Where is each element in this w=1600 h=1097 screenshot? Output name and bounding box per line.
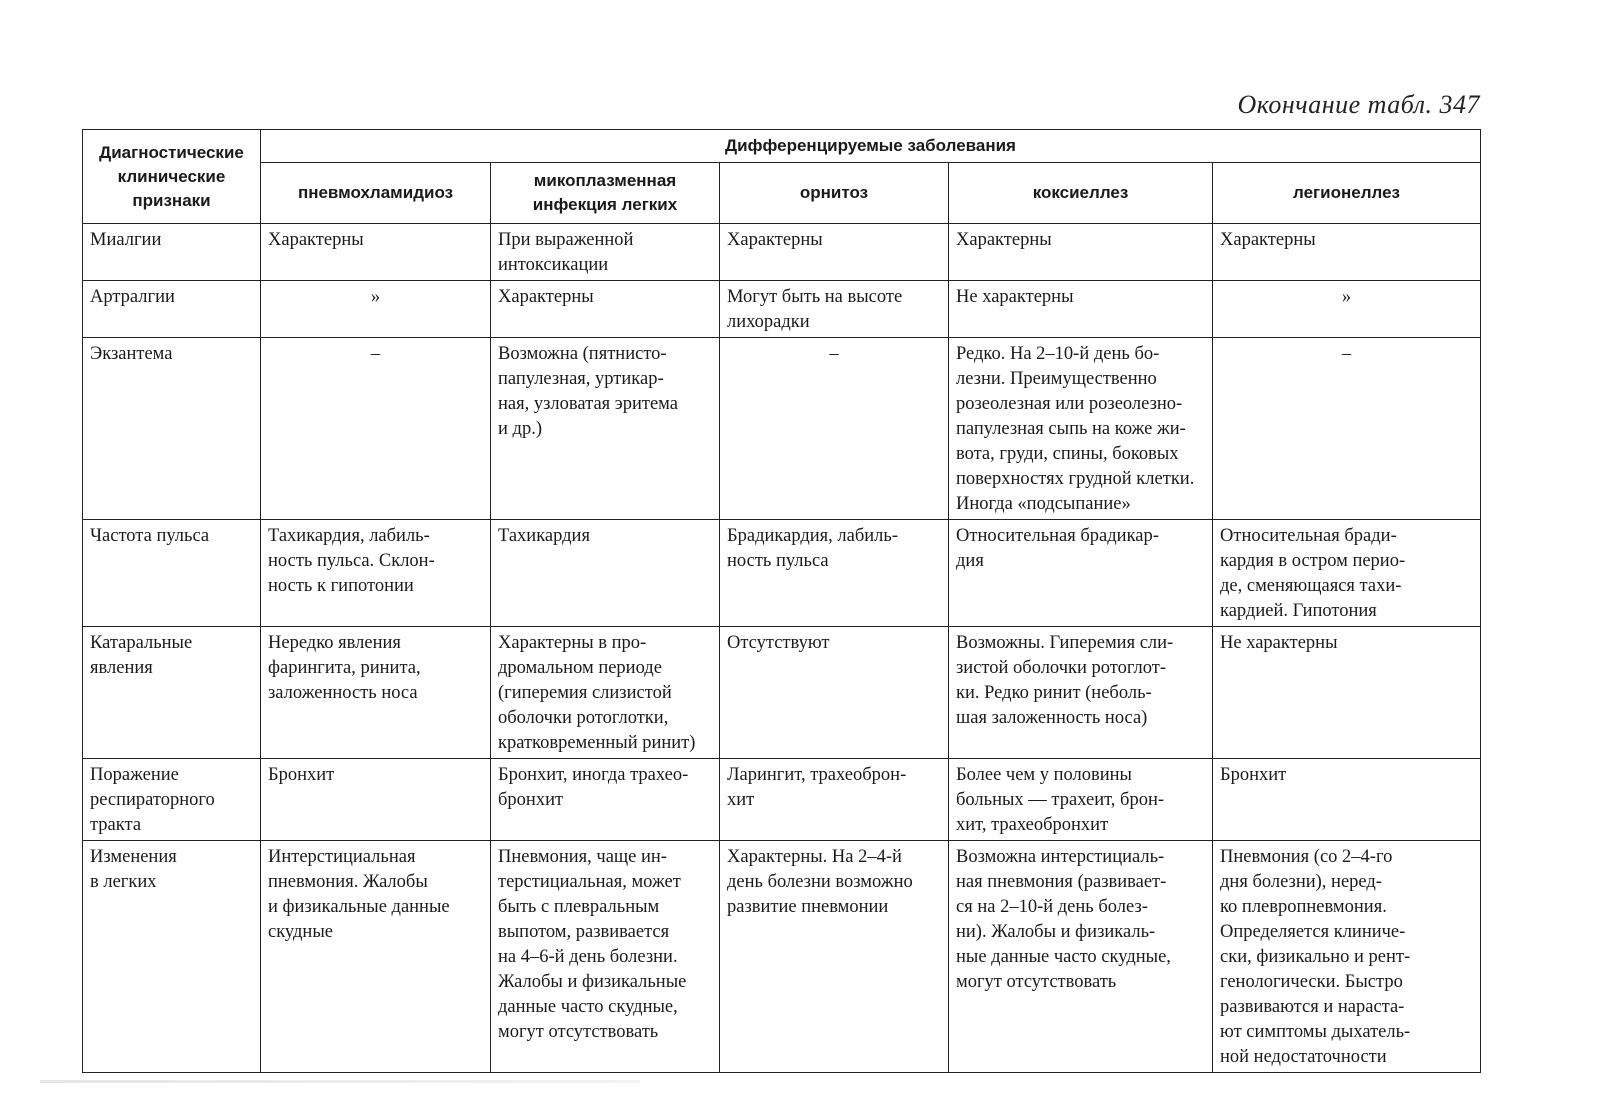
table-cell: Бронхит xyxy=(261,759,491,841)
table-cell: Характерны xyxy=(261,224,491,281)
table-continuation-caption: Окончание табл. 347 xyxy=(1237,90,1480,119)
column-header-legionellosis: легионеллез xyxy=(1213,163,1481,224)
table-row xyxy=(83,224,1481,281)
table-row xyxy=(83,841,1481,1073)
table-cell: Ларингит, трахеоброн- хит xyxy=(720,759,949,841)
table-cell: – xyxy=(1213,338,1481,520)
table-cell: » xyxy=(261,281,491,338)
row-header-cell: Диагностические клинические признаки xyxy=(83,130,261,224)
table-cell: Пневмония, чаще ин- терстициальная, может быть с плевральным выпотом, развивается на 4–6-й день болезни. Жалобы и физикальные данные часто скудные, могут отсутствовать xyxy=(491,841,720,1073)
table-cell: Характерны xyxy=(491,281,720,338)
table-cell: Возможны. Гиперемия сли- зистой оболочки ротоглот- ки. Редко ринит (неболь- шая заложенность носа) xyxy=(949,627,1213,759)
table-cell: Возможна (пятнисто- папулезная, уртикар- ная, узловатая эритема и др.) xyxy=(491,338,720,520)
table-row xyxy=(83,627,1481,759)
table-cell: Характерны xyxy=(949,224,1213,281)
row-label: Катаральные явления xyxy=(83,627,261,759)
table-cell: Характерны xyxy=(720,224,949,281)
table-row xyxy=(83,338,1481,520)
table-cell: – xyxy=(261,338,491,520)
table-cell: Не характерны xyxy=(949,281,1213,338)
table-cell: » xyxy=(1213,281,1481,338)
table-cell: Пневмония (со 2–4-го дня болезни), неред- ко плевропневмония. Определяется клиниче- ски, физикально и рент- генологически. Быстро развиваются и нараста- ют симптомы дыхатель- ной недостаточности xyxy=(1213,841,1481,1073)
table-cell: Возможна интерстициаль- ная пневмония (развивает- ся на 2–10-й день болез- ни). Жалобы и физикаль- ные данные часто скудные, могут отсутствовать xyxy=(949,841,1213,1073)
table-cell: Брадикардия, лабиль- ность пульса xyxy=(720,520,949,627)
column-header-coxiellosis: коксиеллез xyxy=(949,163,1213,224)
table-cell: Отсутствуют xyxy=(720,627,949,759)
table-row xyxy=(83,520,1481,627)
table-row xyxy=(83,281,1481,338)
table-cell: Характерны в про- дромальном периоде (гиперемия слизистой оболочки ротоглотки, кратковременный ринит) xyxy=(491,627,720,759)
table-cell: Характерны xyxy=(1213,224,1481,281)
table-row xyxy=(83,759,1481,841)
row-label: Артралгии xyxy=(83,281,261,338)
group-header-cell: Дифференцируемые заболевания xyxy=(261,130,1481,163)
row-label: Изменения в легких xyxy=(83,841,261,1073)
column-header-mycoplasma: микоплазменная инфекция легких xyxy=(491,163,720,224)
table-cell: Могут быть на высоте лихорадки xyxy=(720,281,949,338)
row-label: Миалгии xyxy=(83,224,261,281)
table-cell: Бронхит xyxy=(1213,759,1481,841)
row-label: Частота пульса xyxy=(83,520,261,627)
table-cell: Более чем у половины больных — трахеит, брон- хит, трахеобронхит xyxy=(949,759,1213,841)
table-cell: Редко. На 2–10-й день бо- лезни. Преимущественно розеолезная или розеолезно- папулезная сыпь на коже жи- вота, груди, спины, боковых поверхностях грудной клетки. Иногда «подсыпание» xyxy=(949,338,1213,520)
column-header-pneumochlamydiosis: пневмохламидиоз xyxy=(261,163,491,224)
table-cell: – xyxy=(720,338,949,520)
differential-diagnosis-table xyxy=(82,129,1481,1073)
table-cell: Не характерны xyxy=(1213,627,1481,759)
table-cell: Интерстициальная пневмония. Жалобы и физикальные данные скудные xyxy=(261,841,491,1073)
table-cell: Характерны. На 2–4-й день болезни возможно развитие пневмонии xyxy=(720,841,949,1073)
table-cell: Нередко явления фарингита, ринита, заложенность носа xyxy=(261,627,491,759)
scan-artifact-line xyxy=(40,1080,640,1083)
table-cell: Относительная брадикар- дия xyxy=(949,520,1213,627)
row-label: Экзантема xyxy=(83,338,261,520)
table-cell: Относительная бради- кардия в остром перио- де, сменяющаяся тахи- кардией. Гипотония xyxy=(1213,520,1481,627)
table-cell: Тахикардия xyxy=(491,520,720,627)
row-label: Поражение респираторного тракта xyxy=(83,759,261,841)
column-header-ornithosis: орнитоз xyxy=(720,163,949,224)
table-cell: Тахикардия, лабиль- ность пульса. Склон- ность к гипотонии xyxy=(261,520,491,627)
table-cell: При выраженной интоксикации xyxy=(491,224,720,281)
table-cell: Бронхит, иногда трахео- бронхит xyxy=(491,759,720,841)
